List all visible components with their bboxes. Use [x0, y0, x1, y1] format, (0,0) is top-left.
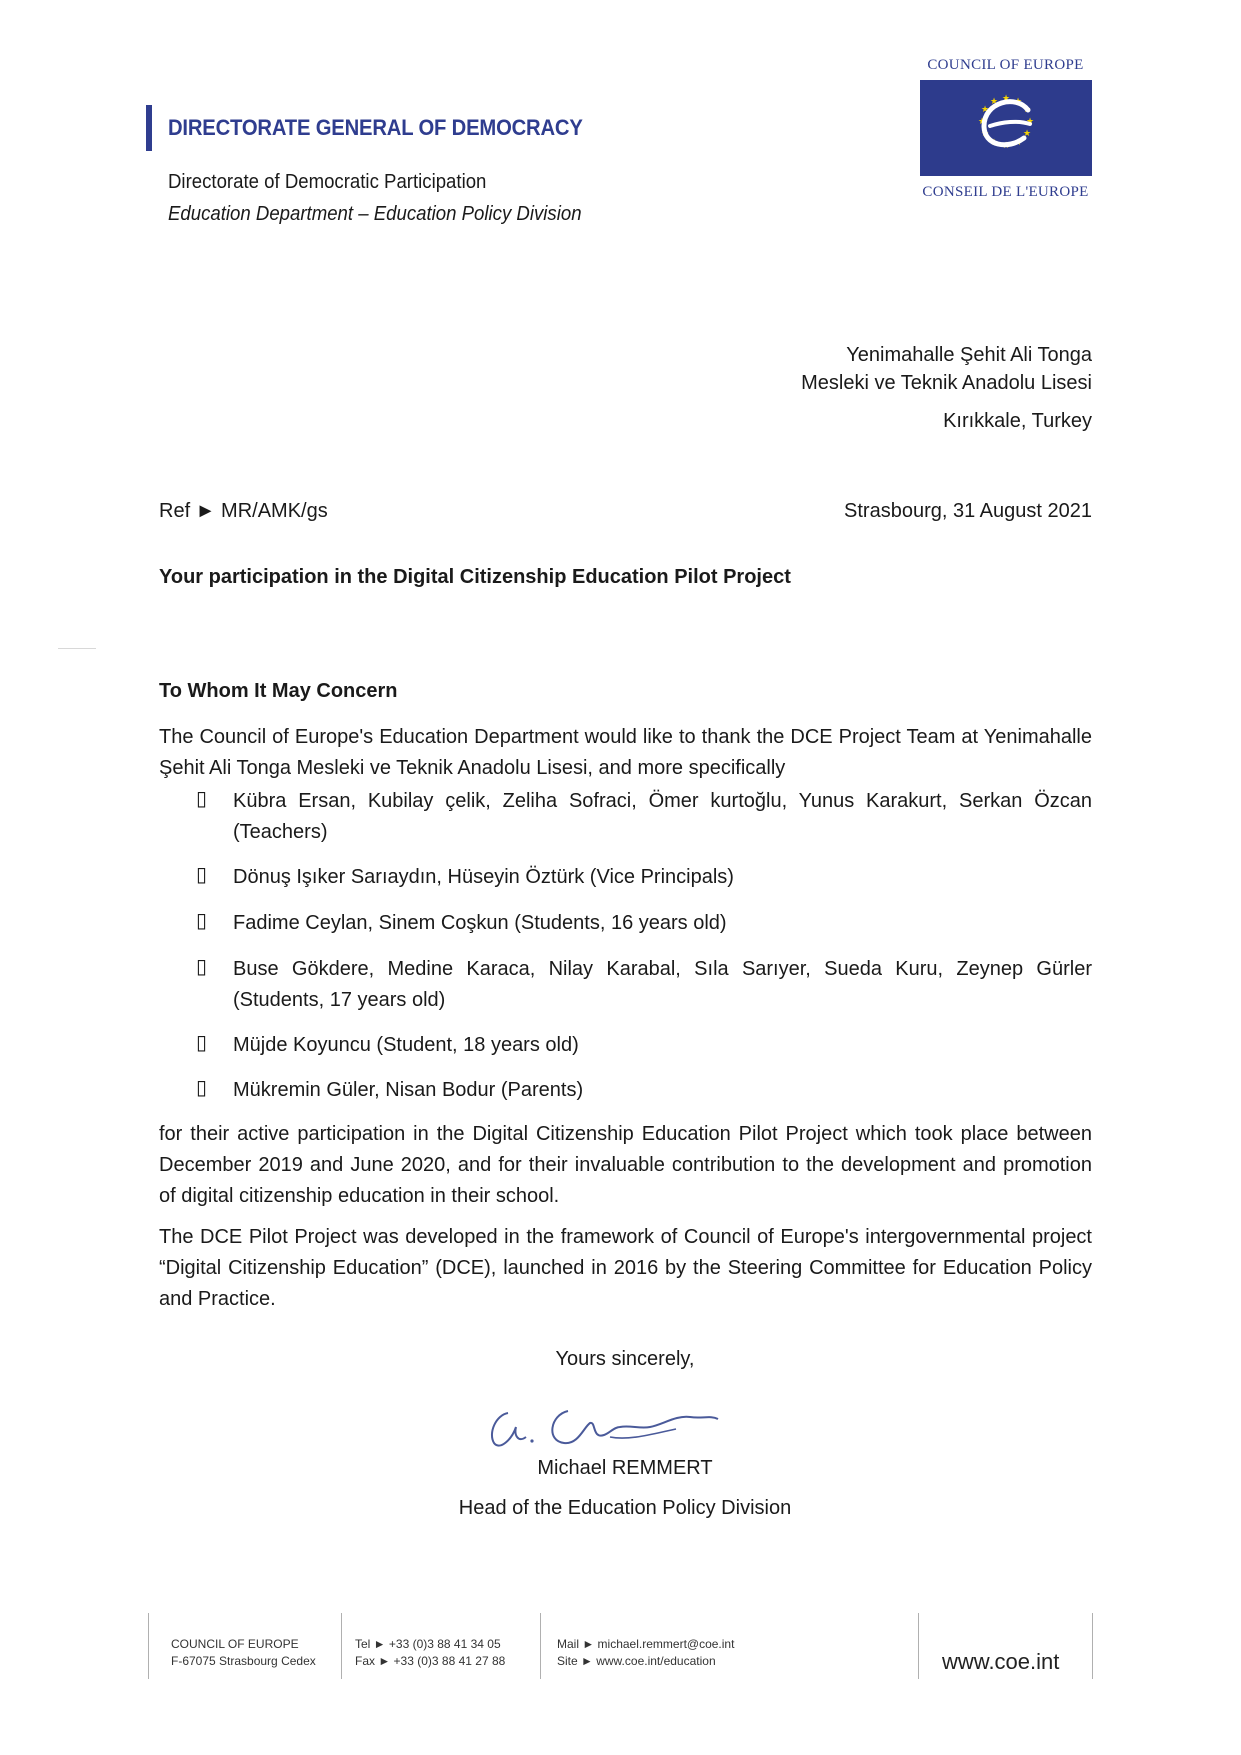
svg-text:★: ★ [989, 138, 999, 148]
list-item: Fadime Ceylan, Sinem Coşkun (Students, 16 years old) [233, 912, 727, 934]
letter-subject: Your participation in the Digital Citizenship Education Pilot Project [159, 566, 791, 588]
list-bullet: ▯ [196, 1077, 208, 1099]
svg-text:★: ★ [977, 117, 987, 127]
list-bullet: ▯ [196, 788, 208, 810]
svg-text:★: ★ [1013, 97, 1023, 107]
footer-site[interactable]: Site ► www.coe.int/education [557, 1654, 716, 1668]
directorate-general-title: DIRECTORATE GENERAL OF DEMOCRACY [168, 115, 583, 140]
footer-fax: Fax ► +33 (0)3 88 41 27 88 [355, 1654, 506, 1668]
footer-org: COUNCIL OF EUROPE [171, 1637, 299, 1651]
logo-caption-french: CONSEIL DE L'EUROPE [922, 184, 1089, 200]
list-item: Buse Gökdere, Medine Karaca, Nilay Karabal, Sıla Sarıyer, Sueda Kuru, Zeynep Gürler (Students, 17 years old) [233, 958, 1092, 1011]
svg-text:★: ★ [1022, 105, 1032, 115]
footer-website[interactable]: www.coe.int [942, 1649, 1060, 1674]
svg-text:★: ★ [1025, 117, 1035, 127]
recipient-line-3: Kırıkkale, Turkey [943, 410, 1092, 432]
place-and-date: Strasbourg, 31 August 2021 [844, 500, 1092, 522]
svg-text:★: ★ [1001, 94, 1011, 104]
list-item: Mükremin Güler, Nisan Bodur (Parents) [233, 1079, 584, 1101]
list-item: Kübra Ersan, Kubilay çelik, Zeliha Sofraci, Ömer kurtoğlu, Yunus Karakurt, Serkan Özcan (Teachers) [233, 790, 1092, 843]
logo-caption-english: COUNCIL OF EUROPE [927, 57, 1084, 73]
signatory-name: Michael REMMERT [537, 1457, 713, 1479]
council-of-europe-emblem-icon [920, 80, 1092, 176]
svg-text:★: ★ [980, 129, 990, 139]
footer-mail[interactable]: Mail ► michael.remmert@coe.int [557, 1637, 735, 1651]
list-bullet: ▯ [196, 1032, 208, 1054]
header-accent-bar [146, 105, 152, 151]
footer-divider [341, 1613, 342, 1679]
svg-text:★: ★ [980, 105, 990, 115]
intro-paragraph: The Council of Europe's Education Department would like to thank the DCE Project Team at Yenimahalle Şehit Ali Tonga Mesleki ve Teknik Anadolu Lisesi, and more specifically [159, 726, 1092, 779]
svg-text:★: ★ [989, 97, 999, 107]
list-item: Müjde Koyuncu (Student, 18 years old) [233, 1034, 579, 1056]
handwritten-signature [480, 1385, 770, 1460]
council-of-europe-logo [920, 80, 1092, 176]
svg-text:★: ★ [1001, 141, 1011, 151]
footer-divider [148, 1613, 149, 1679]
body-paragraph-1: for their active participation in the Digital Citizenship Education Pilot Project which took place between December 2019 and June 2020, and for their invaluable contribution to the development and promotion of digital citizenship education in their school. [159, 1123, 1092, 1207]
list-bullet: ▯ [196, 910, 208, 932]
department-name: Education Department – Education Policy Division [168, 203, 582, 225]
directorate-name: Directorate of Democratic Participation [168, 171, 487, 193]
svg-text:★: ★ [1022, 129, 1032, 139]
list-bullet: ▯ [196, 956, 208, 978]
footer-divider [918, 1613, 919, 1679]
footer-divider [1092, 1613, 1093, 1679]
fold-mark [58, 648, 96, 649]
footer-tel: Tel ► +33 (0)3 88 41 34 05 [355, 1637, 501, 1651]
footer-org-address: F-67075 Strasbourg Cedex [171, 1654, 316, 1668]
recipient-line-1: Yenimahalle Şehit Ali Tonga [846, 344, 1092, 366]
list-item: Dönuş Işıker Sarıaydın, Hüseyin Öztürk (Vice Principals) [233, 866, 734, 888]
greeting: To Whom It May Concern [159, 680, 398, 702]
reference: Ref ► MR/AMK/gs [159, 500, 328, 522]
list-bullet: ▯ [196, 864, 208, 886]
svg-text:★: ★ [1013, 138, 1023, 148]
footer-divider [540, 1613, 541, 1679]
recipient-line-2: Mesleki ve Teknik Anadolu Lisesi [801, 372, 1092, 394]
signatory-title: Head of the Education Policy Division [458, 1497, 792, 1519]
body-paragraph-2: The DCE Pilot Project was developed in the framework of Council of Europe's intergovernmental project “Digital Citizenship Education” (DCE), launched in 2016 by the Steering Committee for Education Policy and Practice. [159, 1226, 1092, 1310]
closing: Yours sincerely, [555, 1348, 695, 1370]
